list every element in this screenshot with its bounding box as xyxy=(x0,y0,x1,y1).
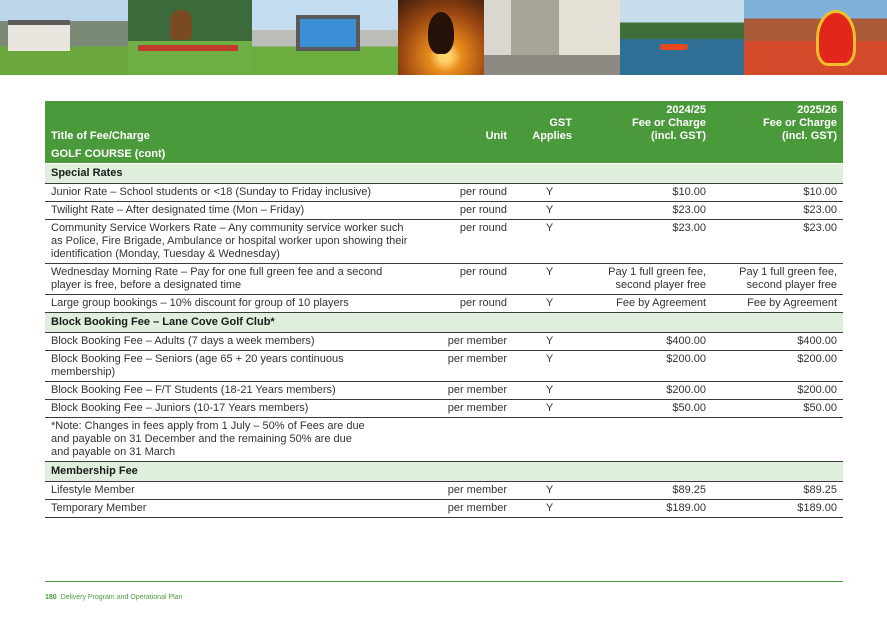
gst-cell: Y xyxy=(513,184,578,202)
header-gst: GST Applies xyxy=(513,101,578,146)
unit-cell: per member xyxy=(415,482,513,500)
fee-2025-26-cell: $400.00 xyxy=(712,333,843,351)
table-row xyxy=(45,351,843,382)
fee-title-cell: Wednesday Morning Rate – Pay for one full green fee and a second player is free, before a designated time xyxy=(45,264,415,295)
footer-rule xyxy=(45,581,843,582)
banner-photo-pavilion xyxy=(0,0,128,75)
table-row xyxy=(45,418,843,462)
unit-cell: per round xyxy=(415,264,513,295)
unit-cell: per member xyxy=(415,382,513,400)
photo-banner xyxy=(0,0,887,75)
fee-2025-26-cell: $23.00 xyxy=(712,220,843,264)
fee-title-cell: *Note: Changes in fees apply from 1 July – 50% of Fees are due and payable on 31 December and the remaining 50% are due and payable on 31 March xyxy=(45,418,415,462)
gst-cell: Y xyxy=(513,482,578,500)
table-row xyxy=(45,264,843,295)
fee-2025-26-cell: Pay 1 full green fee, second player free xyxy=(712,264,843,295)
fee-title-cell: Large group bookings – 10% discount for group of 10 players xyxy=(45,295,415,313)
fee-2024-25-cell: Fee by Agreement xyxy=(578,295,712,313)
header-fee-2025-26: 2025/26 Fee or Charge (incl. GST) xyxy=(712,101,843,146)
page-footer xyxy=(45,594,182,601)
fee-2024-25-cell: $10.00 xyxy=(578,184,712,202)
gst-cell: Y xyxy=(513,500,578,518)
gst-cell xyxy=(513,418,578,462)
table-row xyxy=(45,333,843,351)
fee-2025-26-cell: $23.00 xyxy=(712,202,843,220)
fee-2024-25-cell: $23.00 xyxy=(578,220,712,264)
subsection-header-row xyxy=(45,462,843,482)
fee-2025-26-cell: $89.25 xyxy=(712,482,843,500)
fee-2025-26-cell: $189.00 xyxy=(712,500,843,518)
gst-cell: Y xyxy=(513,351,578,382)
banner-photo-kookaburra-sunset xyxy=(398,0,484,75)
section-label: Block Booking Fee – Lane Cove Golf Club* xyxy=(45,313,843,333)
fee-title-cell: Block Booking Fee – Adults (7 days a week members) xyxy=(45,333,415,351)
section-label: Special Rates xyxy=(45,164,843,184)
fee-title-cell: Community Service Workers Rate – Any community service worker such as Police, Fire Brigade, Ambulance or hospital worker upon showing their identification (Monday, Tuesday & Wednesday) xyxy=(45,220,415,264)
unit-cell: per round xyxy=(415,295,513,313)
fee-title-cell: Block Booking Fee – Juniors (10-17 Years members) xyxy=(45,400,415,418)
fee-2024-25-cell: $50.00 xyxy=(578,400,712,418)
unit-cell: per round xyxy=(415,202,513,220)
table-header-row xyxy=(45,101,843,146)
unit-cell: per member xyxy=(415,351,513,382)
table-row xyxy=(45,400,843,418)
table-row xyxy=(45,295,843,313)
fee-2025-26-cell: Fee by Agreement xyxy=(712,295,843,313)
fee-2024-25-cell: $200.00 xyxy=(578,382,712,400)
gst-cell: Y xyxy=(513,295,578,313)
fee-2024-25-cell xyxy=(578,418,712,462)
fee-2025-26-cell: $50.00 xyxy=(712,400,843,418)
fee-2025-26-cell xyxy=(712,418,843,462)
unit-cell: per member xyxy=(415,333,513,351)
gst-cell: Y xyxy=(513,400,578,418)
fee-2024-25-cell: $89.25 xyxy=(578,482,712,500)
fee-title-cell: Junior Rate – School students or <18 (Sunday to Friday inclusive) xyxy=(45,184,415,202)
fee-2024-25-cell: $200.00 xyxy=(578,351,712,382)
page-number: 180 xyxy=(45,594,57,601)
fee-title-cell: Block Booking Fee – Seniors (age 65 + 20 years continuous membership) xyxy=(45,351,415,382)
table-row xyxy=(45,482,843,500)
subsection-header-row xyxy=(45,313,843,333)
table-row xyxy=(45,500,843,518)
section-header-row xyxy=(45,146,843,164)
fee-2025-26-cell: $200.00 xyxy=(712,382,843,400)
table-row xyxy=(45,382,843,400)
fee-2025-26-cell: $200.00 xyxy=(712,351,843,382)
gst-cell: Y xyxy=(513,220,578,264)
fee-title-cell: Temporary Member xyxy=(45,500,415,518)
fee-2024-25-cell: $400.00 xyxy=(578,333,712,351)
header-unit: Unit xyxy=(415,101,513,146)
section-label: GOLF COURSE (cont) xyxy=(45,146,843,164)
fees-table xyxy=(45,101,843,518)
unit-cell: per member xyxy=(415,400,513,418)
banner-photo-kayaks xyxy=(620,0,744,75)
table-row xyxy=(45,220,843,264)
gst-cell: Y xyxy=(513,382,578,400)
fee-2025-26-cell: $10.00 xyxy=(712,184,843,202)
banner-photo-street xyxy=(484,0,620,75)
banner-photo-dog-agility xyxy=(128,0,252,75)
fee-2024-25-cell: $23.00 xyxy=(578,202,712,220)
banner-photo-lion-dance xyxy=(744,0,887,75)
gst-cell: Y xyxy=(513,264,578,295)
fee-2024-25-cell: Pay 1 full green fee, second player free xyxy=(578,264,712,295)
table-row xyxy=(45,202,843,220)
banner-photo-outdoor-screen xyxy=(252,0,398,75)
unit-cell: per round xyxy=(415,184,513,202)
header-title: Title of Fee/Charge xyxy=(45,101,415,146)
unit-cell xyxy=(415,418,513,462)
gst-cell: Y xyxy=(513,333,578,351)
fee-title-cell: Twilight Rate – After designated time (Mon – Friday) xyxy=(45,202,415,220)
footer-doc-title: Delivery Program and Operational Plan xyxy=(60,594,183,601)
fee-title-cell: Block Booking Fee – F/T Students (18-21 Years members) xyxy=(45,382,415,400)
section-label: Membership Fee xyxy=(45,462,843,482)
subsection-header-row xyxy=(45,164,843,184)
fee-2024-25-cell: $189.00 xyxy=(578,500,712,518)
table-row xyxy=(45,184,843,202)
unit-cell: per round xyxy=(415,220,513,264)
fee-title-cell: Lifestyle Member xyxy=(45,482,415,500)
header-fee-2024-25: 2024/25 Fee or Charge (incl. GST) xyxy=(578,101,712,146)
gst-cell: Y xyxy=(513,202,578,220)
unit-cell: per member xyxy=(415,500,513,518)
